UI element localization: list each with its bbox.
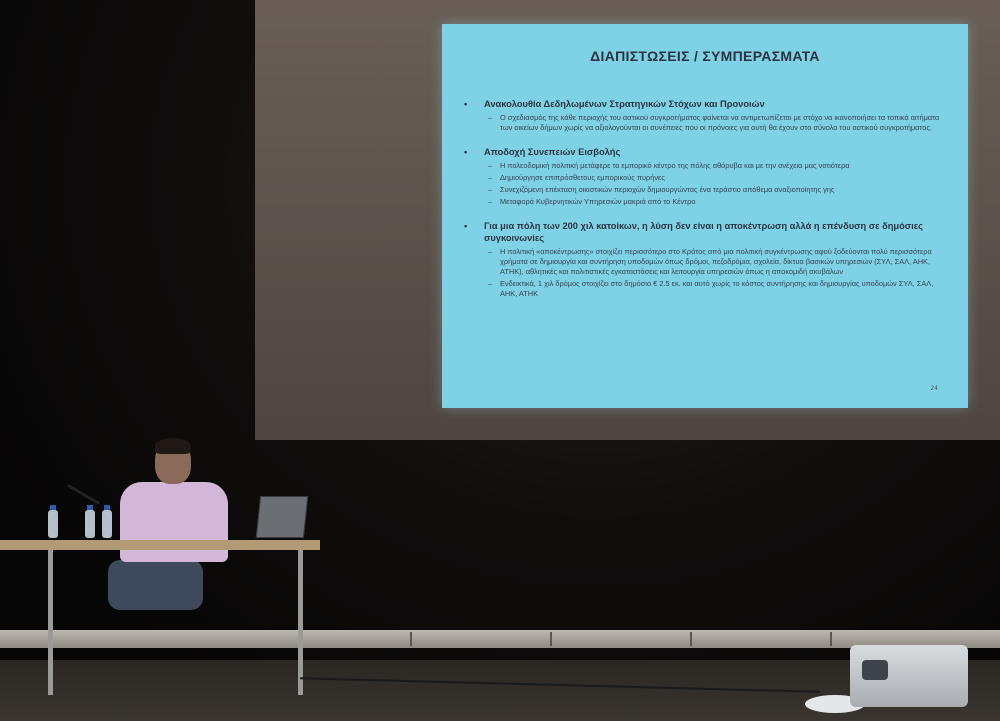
rail-divider xyxy=(550,632,552,646)
water-bottle xyxy=(85,510,95,538)
water-bottle xyxy=(102,510,112,538)
table-leg xyxy=(48,550,53,695)
slide-sub-item: – Μεταφορά Κυβερνητικών Υπηρεσιών μακριά από το Κέντρο xyxy=(464,197,950,207)
slide-sub-item: – Η πολιτική «αποκέντρωσης» στοιχίζει περισσότερο στο Κράτος από μια πολιτική συγκέντρωσης αφού ξοδεύονται πολύ περισσότερα χρήματα σε δημιουργία και συντήρηση υποδομών όπως δρόμοι, πεζοδρόμια, σχολεία, δίκτυα βασικών υπηρεσιών (ΣΥΛ, ΣΑΛ, ΑΗΚ, ΑΤΗΚ), αθλητικές και πολιτιστικές εγκαταστάσεις και λειτουργία υπηρεσιών όπως η αποκομιδή σκυβάλων xyxy=(464,247,950,277)
slide-sub-item: – Ενδεικτικά, 1 χιλ δρόμος στοιχίζει στο δημόσιο € 2.5 εκ. και αυτό χωρίς το κόστος συντήρησης και δημιουργίας υποδομών ΣΥΛ, ΣΑΛ, ΑΗΚ, ΑΤΗΚ xyxy=(464,279,950,299)
slide-group-2 xyxy=(464,146,950,207)
slide-page-number: 24 xyxy=(930,385,938,392)
slide-sub-item: – Η πολεοδομική πολιτική μετάφερε το εμπορικό κέντρο της πόλης αθόρυβα και με την ανέχεια μας νοτιότερα xyxy=(464,161,950,171)
slide-bullet-heading: • Για μια πόλη των 200 χιλ κατοίκων, η λύση δεν είναι η αποκέντρωση αλλά η επένδυση σε δημόσιες συγκοινωνίες xyxy=(464,220,950,244)
slide-sub-item: – Δημιούργησε επιπρόσθετους εμπορικούς πυρήνες xyxy=(464,173,950,183)
speaker-shirt xyxy=(120,482,228,562)
slide-sub-item: – Ο σχεδιασμός της κάθε περιοχής του αστικού συγκροτήματος φαίνεται να αντιμετωπίζεται με στόχο να ικανοποιήσει τα τοπικά αιτήματα των οικείων δήμων χωρίς να αξιολογούνται οι συνέπειες που οι πρόνοιες για αυτή θα έχουν στο σύνολο του αστικού συγκροτήματος. xyxy=(464,113,950,133)
speaker-hair xyxy=(155,438,191,454)
presentation-table xyxy=(0,540,320,550)
slide-body xyxy=(464,98,950,312)
slide-bullet-heading: • Αποδοχή Συνεπειών Εισβολής xyxy=(464,146,950,158)
slide-bullet-heading: • Ανακολουθία Δεδηλωμένων Στρατηγικών Στόχων και Προνοιών xyxy=(464,98,950,110)
projected-slide xyxy=(442,24,968,408)
rail-divider xyxy=(410,632,412,646)
rail-divider xyxy=(830,632,832,646)
slide-title: ΔΙΑΠΙΣΤΩΣΕΙΣ / ΣΥΜΠΕΡΑΣΜΑΤΑ xyxy=(590,48,820,64)
stage-edge-rail xyxy=(0,630,1000,648)
water-bottle xyxy=(48,510,58,538)
speaker-legs xyxy=(108,560,203,610)
rail-divider xyxy=(690,632,692,646)
slide-group-1 xyxy=(464,98,950,133)
slide-sub-item: – Συνεχιζόμενη επέκταση οικιστικών περιοχών δημιουργώντας ένα τεράστιο απόθεμα αναξιοποίητης γης xyxy=(464,185,950,195)
table-leg xyxy=(298,550,303,695)
laptop xyxy=(256,496,308,538)
projector-lens xyxy=(862,660,888,680)
slide-group-3 xyxy=(464,220,950,299)
